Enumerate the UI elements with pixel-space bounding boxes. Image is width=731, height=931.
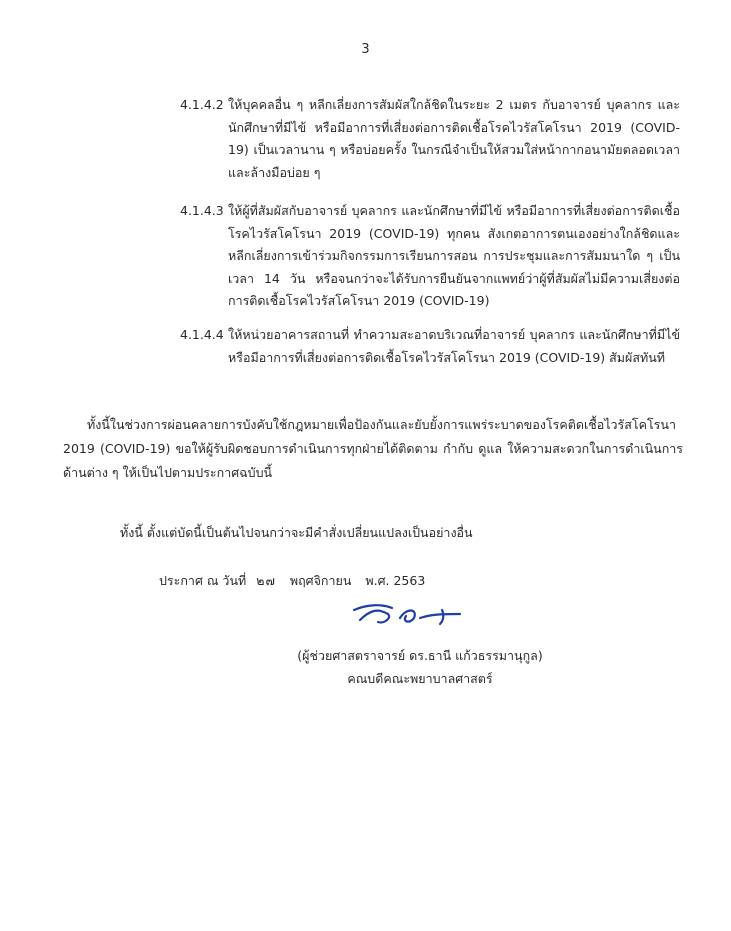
clause-4-1-4-2 <box>180 94 680 184</box>
clause-text: ให้ผู้ที่สัมผัสกับอาจารย์ บุคลากร และนักศึกษาที่มีไข้ หรือมีอาการที่เสี่ยงต่อการติดเชื้อโรคไวรัสโคโรนา 2019 (COVID-19) ทุกคน สังเกตอาการตนเองอย่างใกล้ชิดและหลีกเลี่ยงการเข้าร่วมกิจกรรมการเรียนการสอน การประชุมและการสัมมนาใด ๆ เป็นเวลา 14 วัน หรือจนกว่าจะได้รับการยืนยันจากแพทย์ว่าผู้ที่สัมผัสไม่มีความเสี่ยงต่อการติดเชื้อโรคไวรัสโคโรนา 2019 (COVID-19) <box>228 203 680 308</box>
clause-number: 4.1.4.4 <box>180 327 224 342</box>
announcement-year: พ.ศ. 2563 <box>365 573 426 588</box>
signer-position: คณบดีคณะพยาบาลศาสตร์ <box>347 671 493 686</box>
clause-number: 4.1.4.3 <box>180 203 224 218</box>
closing-paragraph: ทั้งนี้ในช่วงการผ่อนคลายการบังคับใช้กฎหมายเพื่อป้องกันและยับยั้งการแพร่ระบาดของโรคติดเชื้อไวรัสโคโรนา 2019 (COVID-19) ขอให้ผู้รับผิดชอบการดำเนินการทุกฝ่ายได้ติดตาม กำกับ ดูแล ให้ความสะดวกในการดำเนินการด้านต่าง ๆ ให้เป็นไปตามประกาศฉบับนี้ <box>63 417 683 480</box>
clause-number: 4.1.4.2 <box>180 97 224 112</box>
page-number: 3 <box>361 42 370 57</box>
announcement-date <box>159 571 425 591</box>
clause-text: ให้บุคคลอื่น ๆ หลีกเลี่ยงการสัมผัสใกล้ชิดในระยะ 2 เมตร กับอาจารย์ บุคลากร และนักศึกษาที่มีไข้ หรือมีอาการที่เสี่ยงต่อการติดเชื้อโรคไวรัสโคโรนา 2019 (COVID-19) เป็นเวลานาน ๆ หรือบ่อยครั้ง ในกรณีจำเป็นให้สวมใส่หน้ากากอนามัยตลอดเวลา และล้างมือบ่อย ๆ <box>228 97 680 180</box>
announcement-day: ๒๗ <box>256 573 276 588</box>
signature-image <box>348 596 468 632</box>
effective-statement: ทั้งนี้ ตั้งแต่บัดนี้เป็นต้นไปจนกว่าจะมีคำสั่งเปลี่ยนแปลงเป็นอย่างอื่น <box>120 525 473 540</box>
announcement-prefix: ประกาศ ณ วันที่ <box>159 573 247 588</box>
signer-name: (ผู้ช่วยศาสตราจารย์ ดร.ธานี แก้วธรรมานุกูล) <box>297 648 543 663</box>
clause-text: ให้หน่วยอาคารสถานที่ ทำความสะอาดบริเวณที่อาจารย์ บุคลากร และนักศึกษาที่มีไข้ หรือมีอาการที่เสี่ยงต่อการติดเชื้อโรคไวรัสโคโรนา 2019 (COVID-19) สัมผัสทันที <box>228 327 680 365</box>
announcement-month: พฤศจิกายน <box>289 573 352 588</box>
clause-4-1-4-3 <box>180 200 680 313</box>
clause-4-1-4-4 <box>180 324 680 369</box>
